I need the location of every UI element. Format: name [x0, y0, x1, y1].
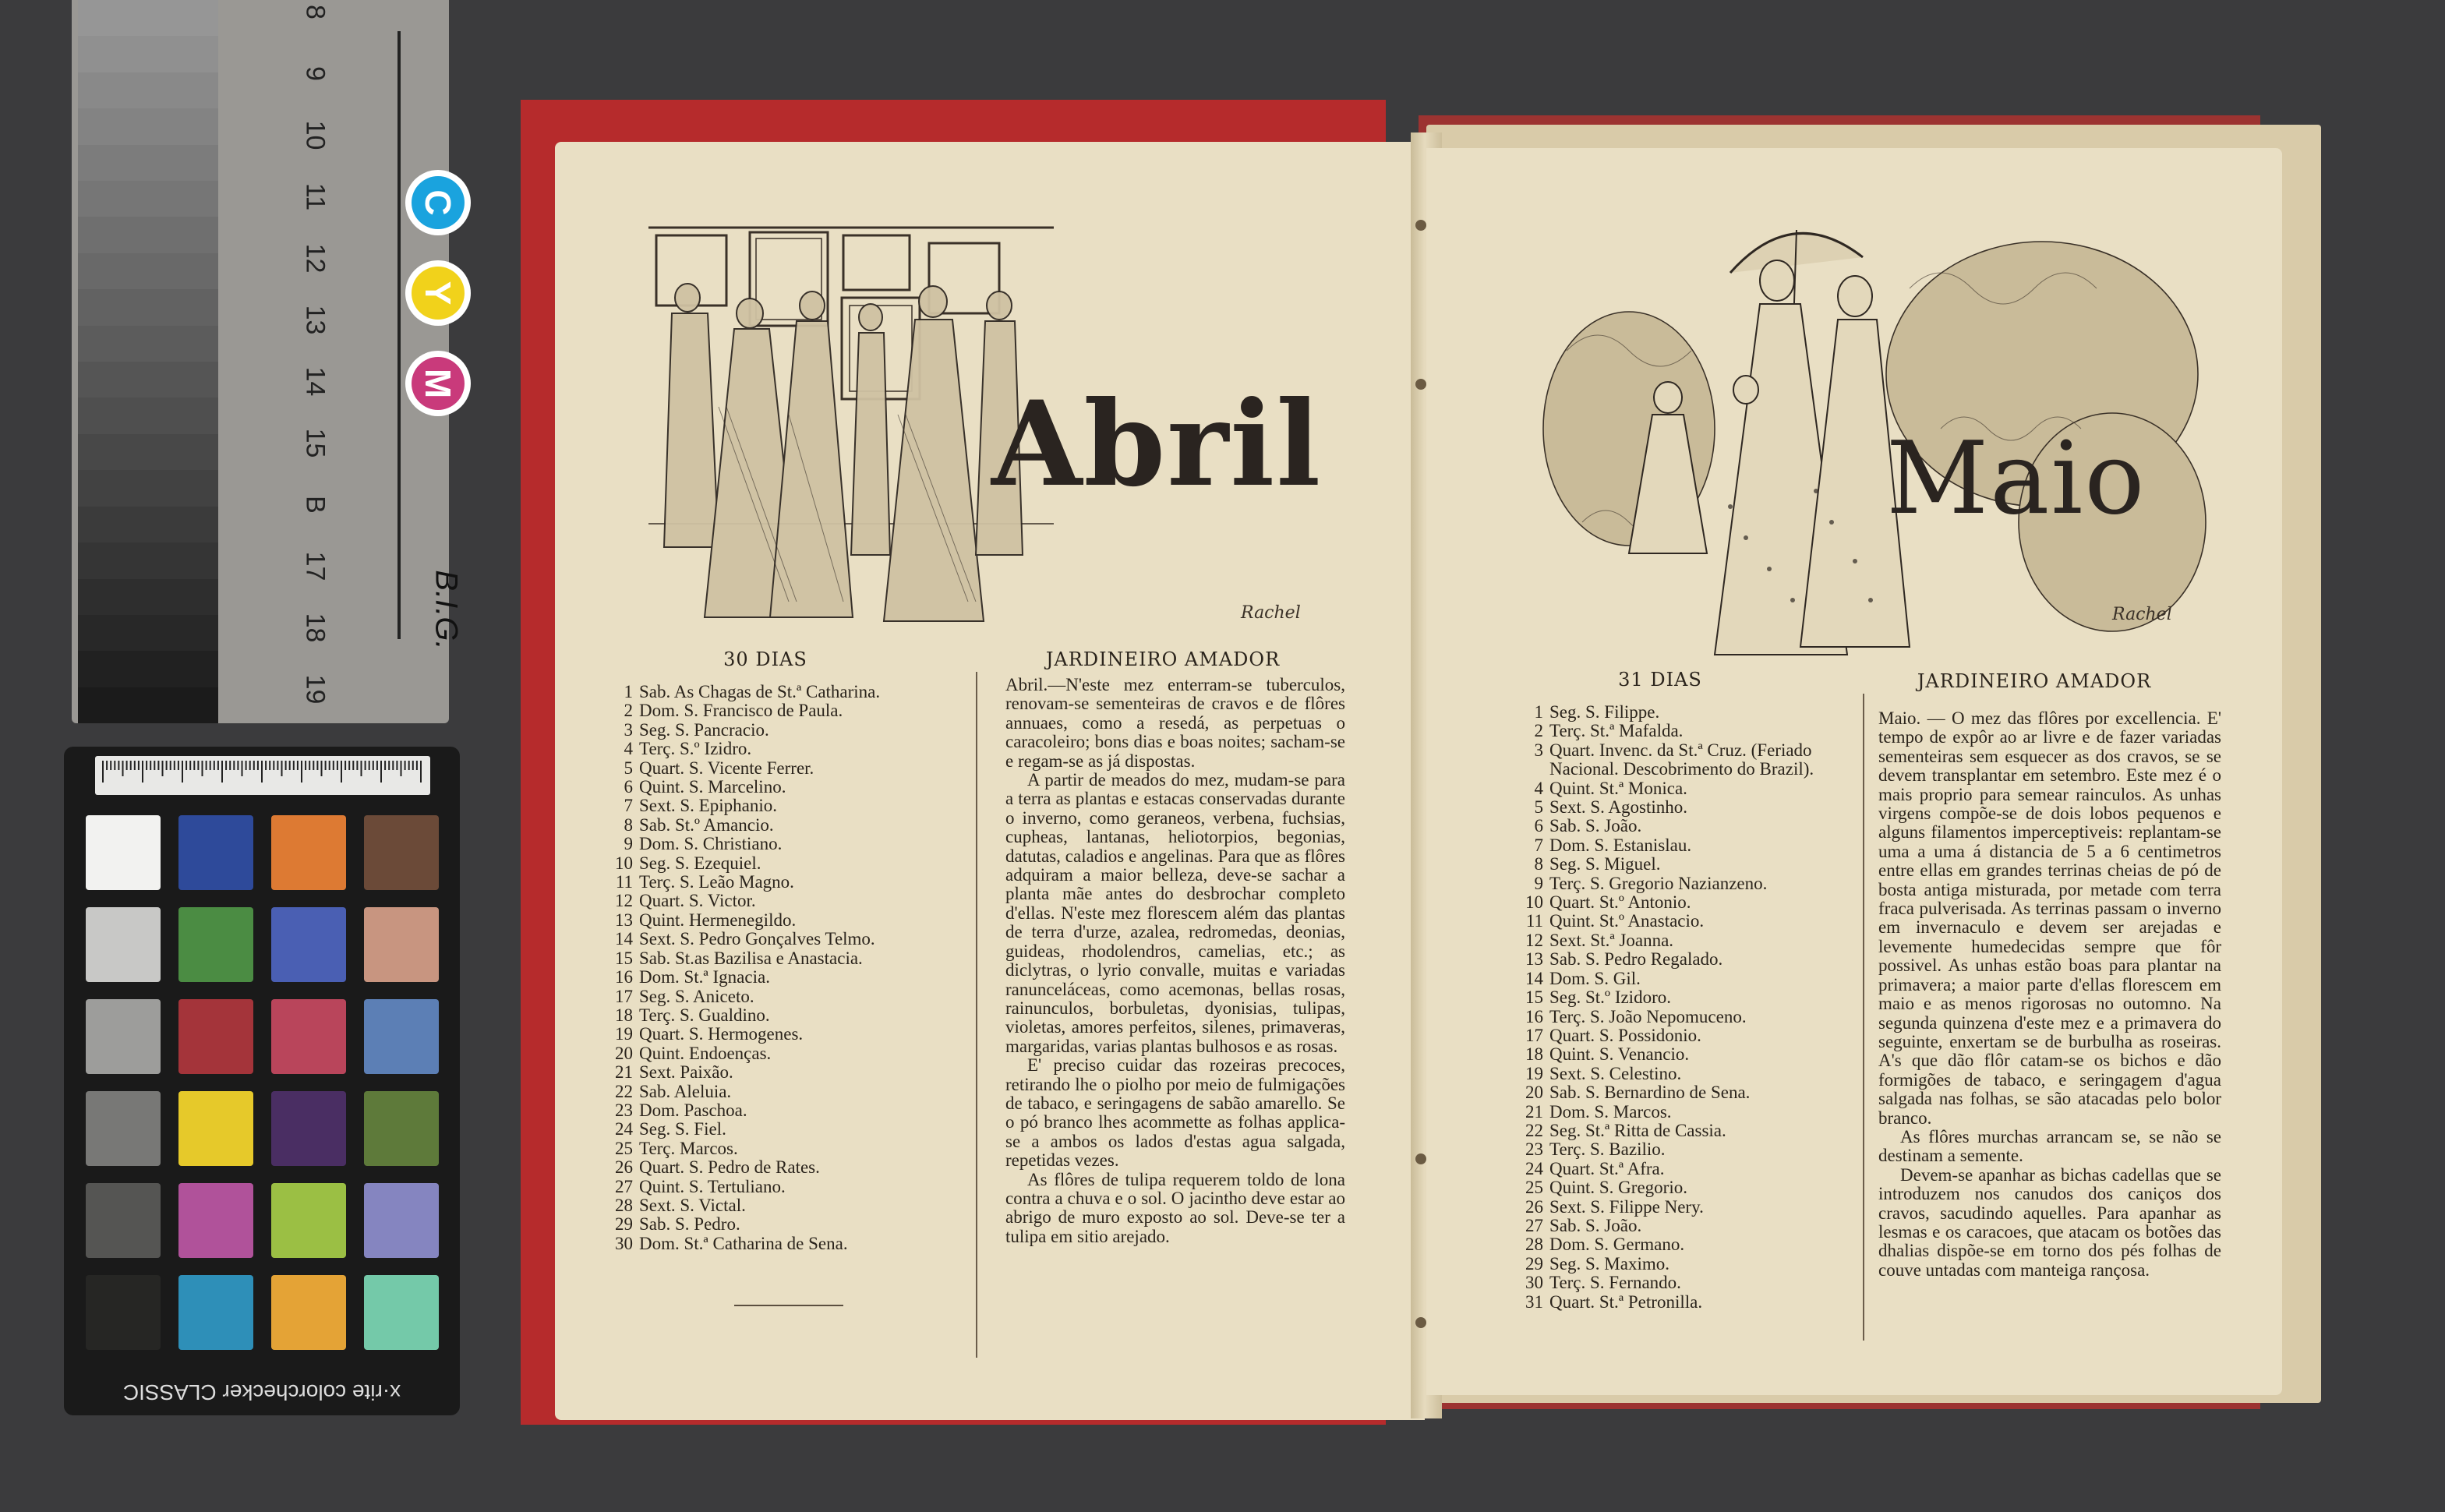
- text-paragraph: A partir de meados do mez, mudam-se para a terra as plantas e estacas conservadas durante o inverno, como geraneos, verbena, fuchsias, cupheas, lantanas, heliotorpios, begonias, datutas, caladios e angelinas. Para que as flôres adquiram a maior belleza, deve-se sachar a planta mãe antes do desbrochar completo d'ellas. N'este mez florescem além das plantas de terra d'urze, azalea, redromedas, deonias, guideas, rhodolendros, camelias, etc.; as diclytras, o lyrio convalle, muitas e variadas ranunceláceas, como acemonas, bellas rosas, rainunculos, borbuletas, dyonisias, tulipas, violetas, amores perfeitos, silenes, primaveras, margaridas, varias plantas bulhosos e as rosas.: [1005, 770, 1345, 1056]
- day-entry: [609, 968, 968, 987]
- day-entry: [609, 740, 968, 758]
- scale-number: 14: [300, 366, 330, 397]
- day-number: 22: [1525, 1120, 1543, 1140]
- day-entry: [609, 778, 968, 797]
- day-number: 12: [1525, 930, 1543, 950]
- day-number: 17: [1525, 1025, 1543, 1045]
- day-number: 7: [1534, 835, 1543, 855]
- cyan-dot: [405, 170, 471, 235]
- day-entry: [609, 911, 968, 930]
- color-patch: [364, 1183, 439, 1258]
- scale-number: 12: [300, 243, 330, 274]
- day-saint: Terç. S.º Izidro.: [639, 739, 752, 759]
- day-entry: [609, 949, 968, 968]
- day-entry: [1520, 931, 1855, 950]
- day-number: 15: [1525, 987, 1543, 1008]
- column-divider: [976, 672, 977, 1358]
- day-number: 7: [624, 796, 633, 816]
- day-saint: Quint. St.ª Monica.: [1549, 778, 1687, 798]
- day-entry: [1520, 1235, 1855, 1254]
- saints-day-list: [609, 683, 968, 1253]
- day-entry: [609, 1158, 968, 1177]
- scale-number: 9: [300, 66, 330, 81]
- day-saint: Sab. S. João.: [1549, 816, 1642, 836]
- day-saint: Seg. S. Fiel.: [639, 1119, 726, 1139]
- day-entry: [609, 1215, 968, 1234]
- day-saint: Seg. S. Pancracio.: [639, 719, 769, 740]
- day-number: 21: [615, 1062, 633, 1083]
- day-number: 2: [624, 701, 633, 721]
- day-entry: [1520, 1160, 1855, 1178]
- gray-step: [78, 651, 218, 687]
- day-saint: Quart. St.º Antonio.: [1549, 892, 1691, 913]
- day-saint: Terç. S. Gregorio Nazianzeno.: [1549, 873, 1768, 893]
- column-header: JARDINEIRO AMADOR: [1045, 648, 1281, 670]
- gray-step: [78, 542, 218, 578]
- day-saint: Sext. S. Agostinho.: [1549, 797, 1688, 818]
- day-number: 26: [615, 1157, 633, 1178]
- day-saint: Sab. St.º Amancio.: [639, 814, 774, 835]
- day-saint: Quart. St.ª Petronilla.: [1549, 1291, 1703, 1312]
- day-entry: [1520, 1140, 1855, 1159]
- day-saint: Quart. S. Hermogenes.: [639, 1024, 804, 1044]
- day-saint: Quint. S. Venancio.: [1549, 1044, 1690, 1065]
- day-saint: Sext. S. Epiphanio.: [639, 796, 777, 816]
- day-entry: [609, 683, 968, 701]
- day-saint: Seg. S. Maximo.: [1549, 1253, 1669, 1274]
- day-number: 2: [1534, 721, 1543, 741]
- color-patch: [178, 907, 253, 982]
- day-entry: [609, 1044, 968, 1063]
- day-saint: Sab. Aleluia.: [639, 1081, 732, 1101]
- column-header: JARDINEIRO AMADOR: [1917, 670, 2152, 692]
- day-number: 9: [1534, 873, 1543, 893]
- day-number: 1: [624, 682, 633, 701]
- gray-step: [78, 326, 218, 362]
- gray-step: [78, 687, 218, 723]
- day-saint: Sab. S. João.: [1549, 1215, 1642, 1235]
- day-entry: [1520, 893, 1855, 912]
- illustration-signature: Rachel: [2112, 605, 2172, 624]
- color-patch: [271, 1091, 346, 1166]
- day-number: 27: [1525, 1215, 1543, 1235]
- day-saint: Quint. St.º Anastacio.: [1549, 911, 1705, 931]
- day-saint: Dom. S. Marcos.: [1549, 1101, 1672, 1122]
- day-saint: Terç. S. Leão Magno.: [639, 872, 794, 892]
- gray-step: [78, 397, 218, 433]
- color-patch: [86, 1275, 161, 1350]
- day-entry: [1520, 970, 1855, 988]
- gray-step: [78, 181, 218, 217]
- days-header: 31 DIAS: [1618, 669, 1702, 691]
- day-saint: Seg. S. Ezequiel.: [639, 853, 761, 873]
- binding-stitch: [1415, 220, 1426, 231]
- day-saint: Dom. S. Christiano.: [639, 834, 783, 854]
- day-entry: [1520, 874, 1855, 893]
- day-saint: Quart. S. Possidonio.: [1549, 1025, 1701, 1045]
- column-divider: [1863, 694, 1864, 1341]
- scale-rule: [397, 31, 401, 639]
- color-patch: [271, 1275, 346, 1350]
- magenta-dot: [405, 351, 471, 416]
- text-paragraph: As flôres de tulipa requerem toldo de lona contra a chuva e o sol. O jacintho deve estar ao abrigo de muro exposto ao sol. Deve-se ter a tulipa em sitio arejado.: [1005, 1169, 1345, 1246]
- color-patch: [178, 1183, 253, 1258]
- magenta-dot-letter: M: [412, 357, 465, 410]
- day-saint: Sab. S. Pedro Regalado.: [1549, 949, 1723, 970]
- day-number: 20: [615, 1043, 633, 1063]
- day-entry: [1520, 855, 1855, 874]
- day-number: 29: [615, 1214, 633, 1235]
- day-entry: [1520, 1217, 1855, 1235]
- day-entry: [609, 873, 968, 892]
- day-number: 11: [615, 872, 633, 892]
- day-number: 14: [1525, 968, 1543, 988]
- day-entry: [1520, 1274, 1855, 1292]
- day-saint: Dom. Paschoa.: [639, 1100, 747, 1120]
- day-saint: Sext. S. Filippe Nery.: [1549, 1196, 1704, 1217]
- day-number: 23: [1525, 1139, 1543, 1160]
- color-patch: [364, 1275, 439, 1350]
- day-entry: [1520, 836, 1855, 855]
- day-entry: [609, 1006, 968, 1025]
- day-saint: Dom. St.ª Catharina de Sena.: [639, 1233, 848, 1253]
- color-patch: [86, 815, 161, 890]
- checker-brand: x·rite colorchecker CLASSIC: [122, 1380, 401, 1404]
- month-title-maio: Maio: [1886, 421, 2146, 537]
- scale-number: 19: [300, 674, 330, 705]
- day-number: 3: [624, 719, 633, 740]
- day-number: 30: [615, 1233, 633, 1253]
- day-saint: Sext. S. Pedro Gonçalves Telmo.: [639, 929, 875, 949]
- gray-step: [78, 36, 218, 72]
- color-patch: [364, 999, 439, 1074]
- day-number: 19: [1525, 1063, 1543, 1083]
- day-entry: [609, 1025, 968, 1044]
- scale-number: 13: [300, 305, 330, 335]
- gray-step: [78, 507, 218, 542]
- day-entry: [609, 1178, 968, 1196]
- cyan-dot-letter: C: [412, 176, 465, 229]
- scale-number: B: [300, 496, 330, 514]
- day-entry: [1520, 988, 1855, 1007]
- illustration-signature: Rachel: [1241, 603, 1301, 623]
- day-number: 11: [1525, 911, 1543, 931]
- day-saint: Terç. St.ª Mafalda.: [1549, 721, 1684, 741]
- color-patch: [271, 907, 346, 982]
- day-saint: Quart. St.ª Afra.: [1549, 1158, 1665, 1178]
- checker-grid: [81, 815, 443, 1345]
- color-patch: [178, 1275, 253, 1350]
- text-paragraph: Devem-se apanhar as bichas cadellas que se introduzem nos canudos dos caniços dos cravos, sacudindo aquelles. Para apanhar as lesmas e os caracoes, que atacam os botões das dhalias dispõe-se em torno dos pés folhas de couve untadas com manteiga rançosa.: [1878, 1164, 2221, 1280]
- gray-step: [78, 72, 218, 108]
- day-saint: Dom. S. Francisco de Paula.: [639, 701, 843, 721]
- gray-ramp: [78, 0, 218, 723]
- gray-step: [78, 615, 218, 651]
- day-number: 13: [1525, 949, 1543, 970]
- day-number: 9: [624, 834, 633, 854]
- day-number: 4: [624, 739, 633, 759]
- checker-ruler: [95, 756, 430, 795]
- day-number: 5: [1534, 797, 1543, 818]
- day-entry: [609, 721, 968, 740]
- scale-number: 17: [300, 551, 330, 581]
- day-saint: Seg. S. Aniceto.: [639, 986, 754, 1006]
- day-number: 25: [615, 1138, 633, 1158]
- day-saint: Quint. S. Gregorio.: [1549, 1178, 1687, 1198]
- gray-step: [78, 434, 218, 470]
- color-patch: [178, 1091, 253, 1166]
- color-patch: [364, 815, 439, 890]
- day-entry: [1520, 779, 1855, 798]
- day-saint: Sab. As Chagas de St.ª Catharina.: [639, 682, 881, 701]
- day-entry: [609, 835, 968, 853]
- day-entry: [1520, 1026, 1855, 1045]
- grayscale-target: [72, 0, 464, 723]
- gray-step: [78, 289, 218, 325]
- day-saint: Quart. S. Pedro de Rates.: [639, 1157, 820, 1178]
- day-number: 3: [1534, 740, 1543, 760]
- day-number: 25: [1525, 1178, 1543, 1198]
- gardening-text: [1005, 676, 1345, 1246]
- day-number: 6: [624, 777, 633, 797]
- yellow-dot-letter: Y: [412, 267, 465, 320]
- day-number: 4: [1534, 778, 1543, 798]
- day-saint: Sab. St.as Bazilisa e Anastacia.: [639, 948, 863, 968]
- day-number: 10: [615, 853, 633, 873]
- day-saint: Seg. St.ª Ritta de Cassia.: [1549, 1120, 1726, 1140]
- day-number: 26: [1525, 1196, 1543, 1217]
- day-saint: Sext. Paixão.: [639, 1062, 733, 1083]
- gray-step: [78, 0, 218, 36]
- saints-day-list: [1520, 703, 1855, 1312]
- color-patch: [86, 999, 161, 1074]
- day-entry: [1520, 950, 1855, 969]
- day-entry: [609, 1101, 968, 1120]
- day-entry: [609, 930, 968, 949]
- day-number: 19: [615, 1024, 633, 1044]
- day-entry: [1520, 1293, 1855, 1312]
- day-saint: Terç. S. Bazilio.: [1549, 1139, 1666, 1160]
- day-entry: [609, 759, 968, 778]
- color-patch: [86, 1183, 161, 1258]
- day-number: 10: [1525, 892, 1543, 913]
- day-entry: [1520, 1122, 1855, 1140]
- day-entry: [1520, 1045, 1855, 1064]
- day-number: 6: [1534, 816, 1543, 836]
- color-patch: [86, 907, 161, 982]
- day-saint: Dom. S. Gil.: [1549, 968, 1641, 988]
- day-entry: [609, 987, 968, 1006]
- days-header: 30 DIAS: [723, 648, 807, 670]
- day-saint: Quint. Endoenças.: [639, 1043, 772, 1063]
- gray-step: [78, 362, 218, 397]
- scale-number: 10: [300, 120, 330, 150]
- day-entry: [1520, 1008, 1855, 1026]
- day-number: 18: [1525, 1044, 1543, 1065]
- left-page: [555, 142, 1425, 1420]
- day-saint: Terç. S. João Nepomuceno.: [1549, 1006, 1747, 1026]
- day-number: 20: [1525, 1083, 1543, 1103]
- color-patch: [86, 1091, 161, 1166]
- day-entry: [1520, 817, 1855, 835]
- day-number: 31: [1525, 1291, 1543, 1312]
- binding-stitch: [1415, 379, 1426, 390]
- scale-number: 15: [300, 428, 330, 458]
- day-saint: Sext. S. Victal.: [639, 1195, 746, 1215]
- gray-step: [78, 579, 218, 615]
- text-paragraph: Maio. — O mez das flôres por excellencia. E' tempo de expôr ao ar livre e de fazer variadas sementeiras sem esquecer as dos cravos, se se devem transplantar em setembro. Este mez é o mais proprio para semear rainculos. As unhas virgens compõe-se de dois lobos pequenos e alguns filamentos imperceptiveis: replantam-se uma a uma á distancia de 5 a 6 centimetros entre ellas em grandes terrinas cheias de pó de bosta antiga misturada, por metade com terra fraca pulverisada. As terrinas passam o inverno em invernaculo e devem ser arejadas e levemente humedecidas sempre que fôr possivel. As unhas estão boas para plantar na primavera; a maior parte d'ellas florescem em maio e as menos rigorosas no outomno. Na segunda quinzena d'este mez e a primavera do seguinte, enxertam se de burbulha as roseiras. A's que dão flôr catam-se os bichos e dão formigões de tabaco, e seringagem d'agua salgada nas folhas, se são atacadas pelo bolor branco.: [1878, 708, 2221, 1128]
- day-saint: Quart. S. Vicente Ferrer.: [639, 758, 814, 778]
- gray-step: [78, 145, 218, 181]
- day-entry: [1520, 1083, 1855, 1102]
- day-entry: [609, 1235, 968, 1253]
- day-number: 27: [615, 1176, 633, 1196]
- day-entry: [1520, 1103, 1855, 1122]
- day-saint: Seg. S. Miguel.: [1549, 854, 1661, 874]
- day-number: 28: [1525, 1235, 1543, 1255]
- scale-number: 11: [300, 182, 330, 211]
- day-entry: [1520, 1198, 1855, 1217]
- day-entry: [1520, 703, 1855, 722]
- right-page: [1426, 148, 2282, 1395]
- day-entry: [1520, 1178, 1855, 1197]
- day-entry: [609, 1120, 968, 1139]
- month-title-abril: Abril: [991, 376, 1323, 513]
- color-patch: [364, 907, 439, 982]
- day-saint: Terç. Marcos.: [639, 1138, 738, 1158]
- day-entry: [1520, 741, 1855, 779]
- day-number: 14: [615, 929, 633, 949]
- gardening-text: [1878, 709, 2221, 1280]
- day-entry: [609, 1196, 968, 1215]
- gray-step: [78, 217, 218, 253]
- day-saint: Dom. S. Estanislau.: [1549, 835, 1692, 855]
- color-patch: [271, 1183, 346, 1258]
- color-patch: [178, 815, 253, 890]
- day-entry: [609, 1083, 968, 1101]
- day-saint: Quint. Hermenegildo.: [639, 910, 797, 930]
- day-number: 28: [615, 1195, 633, 1215]
- text-paragraph: Abril.—N'este mez enterram-se tuberculos, renovam-se sementeiras de cravos e de flôres annuaes, como a resedá, as perpetuas o caracoleiro; bons dias e boas noites; sacham-se e regam-se as já dispostas.: [1005, 675, 1345, 771]
- day-number: 1: [1534, 702, 1543, 722]
- day-entry: [1520, 1065, 1855, 1083]
- text-paragraph: As flôres murchas arrancam se, se não se destinam a semente.: [1878, 1126, 2221, 1166]
- scale-brand: B.I.G.: [429, 570, 464, 650]
- day-number: 30: [1525, 1273, 1543, 1293]
- day-entry: [1520, 912, 1855, 931]
- day-number: 17: [615, 986, 633, 1006]
- day-saint: Quint. S. Marcelino.: [639, 777, 786, 797]
- day-saint: Dom. St.ª Ignacia.: [639, 967, 770, 987]
- color-checker-chart: [64, 747, 460, 1415]
- gray-step: [78, 253, 218, 289]
- day-number: 16: [1525, 1006, 1543, 1026]
- color-patch: [271, 815, 346, 890]
- day-entry: [609, 797, 968, 815]
- day-number: 12: [615, 891, 633, 911]
- color-patch: [364, 1091, 439, 1166]
- day-number: 18: [615, 1005, 633, 1025]
- day-saint: Seg. St.º Izidoro.: [1549, 987, 1671, 1008]
- day-entry: [609, 1063, 968, 1082]
- gray-step: [78, 108, 218, 144]
- day-entry: [1520, 1255, 1855, 1274]
- color-patch: [178, 999, 253, 1074]
- day-number: 15: [615, 948, 633, 968]
- day-entry: [609, 892, 968, 910]
- binding-stitch: [1415, 1153, 1426, 1164]
- day-number: 24: [1525, 1158, 1543, 1178]
- scale-number: 8: [300, 5, 330, 19]
- day-number: 23: [615, 1100, 633, 1120]
- day-number: 5: [624, 758, 633, 778]
- day-saint: Quart. S. Victor.: [639, 891, 756, 911]
- binding-stitch: [1415, 1317, 1426, 1328]
- day-number: 29: [1525, 1253, 1543, 1274]
- day-saint: Terç. S. Fernando.: [1549, 1273, 1681, 1293]
- day-entry: [609, 701, 968, 720]
- day-saint: Dom. S. Germano.: [1549, 1235, 1685, 1255]
- day-saint: Seg. S. Filippe.: [1549, 702, 1660, 722]
- day-entry: [609, 816, 968, 835]
- day-saint: Quint. S. Tertuliano.: [639, 1176, 786, 1196]
- gray-step: [78, 470, 218, 506]
- day-number: 13: [615, 910, 633, 930]
- day-number: 8: [1534, 854, 1543, 874]
- day-number: 16: [615, 967, 633, 987]
- day-saint: Sab. S. Pedro.: [639, 1214, 740, 1235]
- day-saint: Sext. St.ª Joanna.: [1549, 930, 1674, 950]
- day-number: 24: [615, 1119, 633, 1139]
- day-entry: [1520, 798, 1855, 817]
- day-entry: [609, 1139, 968, 1158]
- day-saint: Sext. S. Celestino.: [1549, 1063, 1682, 1083]
- closing-rule: [734, 1305, 843, 1306]
- day-entry: [1520, 722, 1855, 740]
- text-paragraph: E' preciso cuidar das rozeiras precoces, retirando lhe o piolho por meio de fulmigações de tabaco, e seringagens de sabão amarello. Se o pó branco lhes acommette as folhas applica-se a ambos os lados d'estas agua salgada, repetidas vezes.: [1005, 1055, 1345, 1171]
- scale-number: 18: [300, 613, 330, 643]
- day-saint: Quart. Invenc. da St.ª Cruz. (Feriado Nacional. Descobrimento do Brazil).: [1549, 740, 1814, 779]
- day-number: 8: [624, 814, 633, 835]
- scale-numbers: [291, 0, 338, 723]
- day-number: 22: [615, 1081, 633, 1101]
- day-number: 21: [1525, 1101, 1543, 1122]
- day-saint: Terç. S. Gualdino.: [639, 1005, 770, 1025]
- color-patch: [271, 999, 346, 1074]
- day-saint: Sab. S. Bernardino de Sena.: [1549, 1083, 1751, 1103]
- yellow-dot: [405, 260, 471, 326]
- day-entry: [609, 854, 968, 873]
